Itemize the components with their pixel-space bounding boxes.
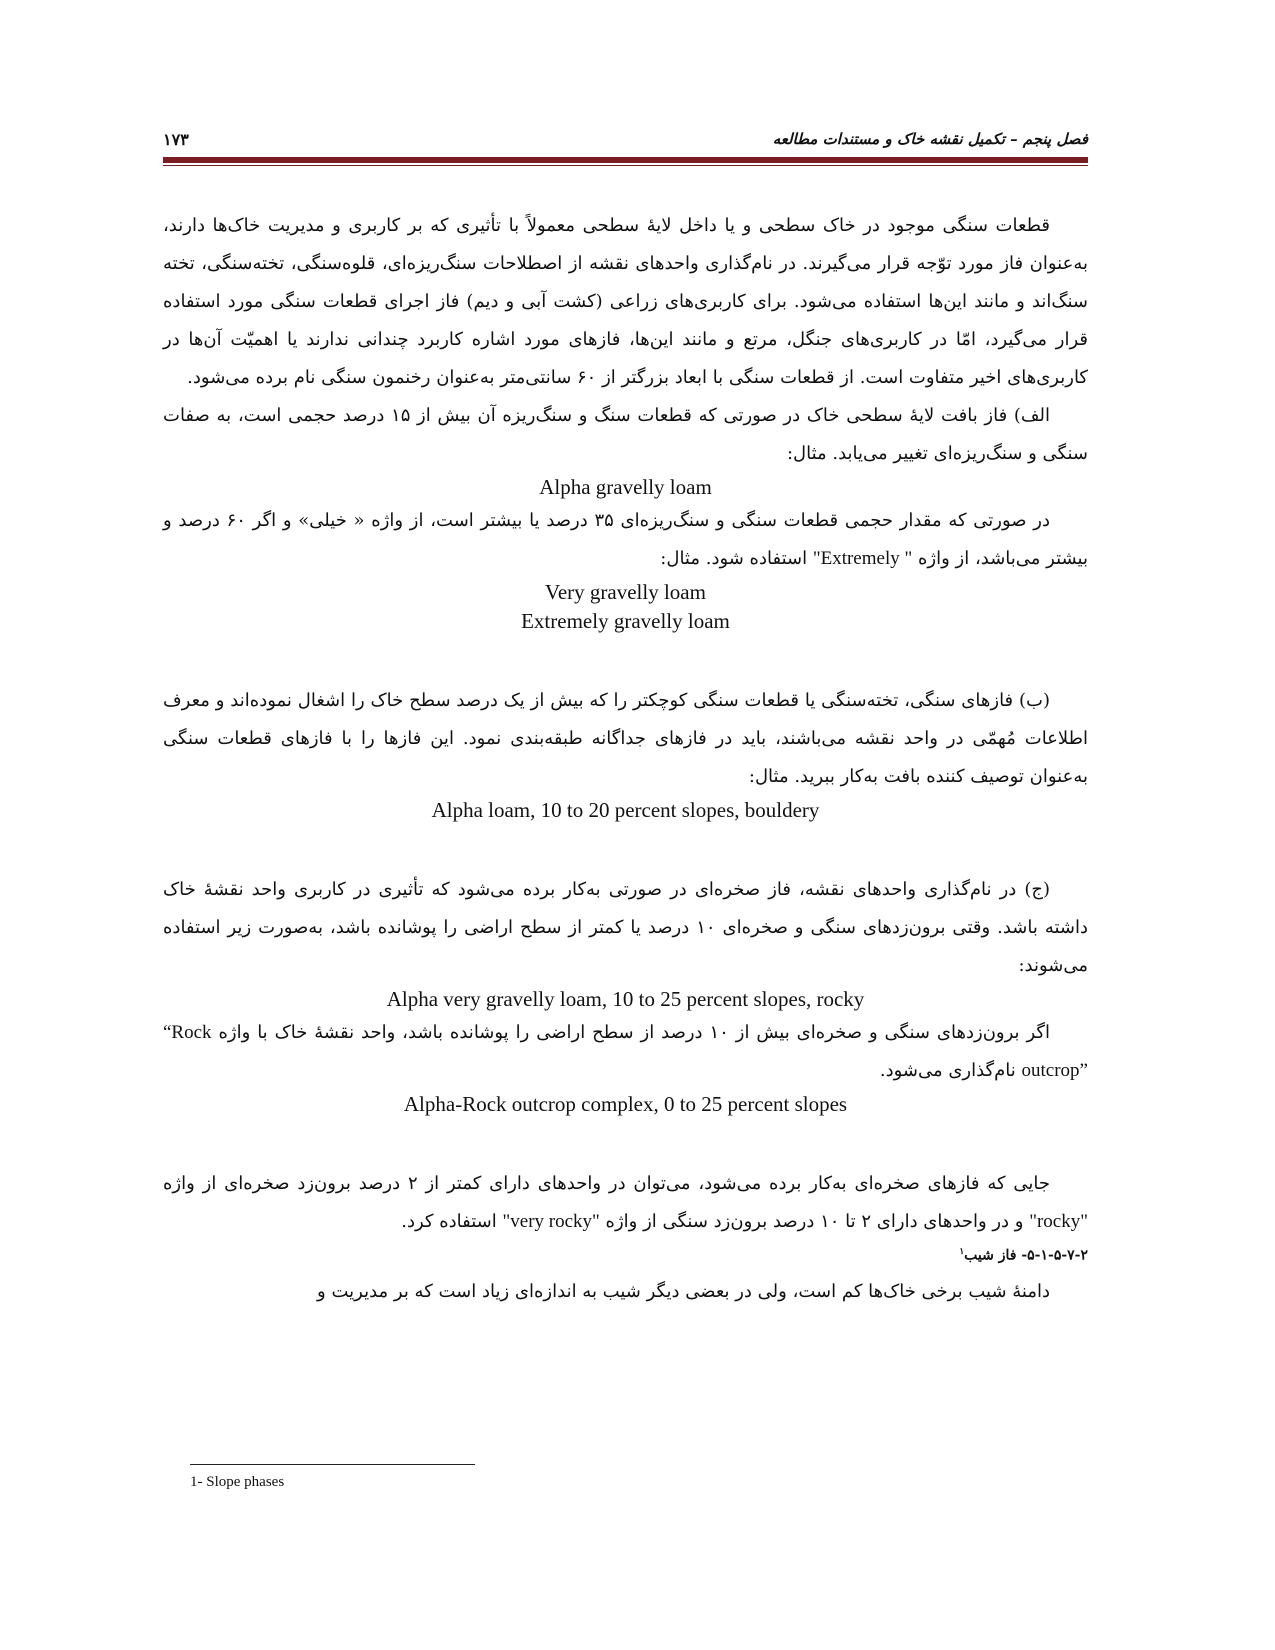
paragraph-rock-outcrop (163, 1014, 1088, 1090)
example-gravelly-loam: Alpha gravelly loam (539, 475, 712, 499)
example-bouldery: Alpha loam, 10 to 20 percent slopes, bouldery (431, 798, 820, 822)
footnote: 1- Slope phases (190, 1474, 285, 1490)
header-rule-thick (163, 157, 1088, 163)
paragraph-jim: (ج) در نام‌گذاری واحدهای نقشه، فاز صخره‌ای در صورتی به‌کار برده می‌شود که تأثیری در کاربری واحد نقشۀ خاک داشته باشد. وقتی برون‌زدهای سنگی و صخره‌ای ۱۰ درصد یا کمتر از سطح اراضی را پوشانده باشد، به‌صورت زیر استفاده می‌شوند: (163, 879, 1088, 976)
term-rocky: "rocky" (1029, 1211, 1088, 1232)
section-heading-text: ۵-۱-۵-۷-۲- فاز شیب (964, 1247, 1088, 1264)
paragraph-extremely-part1: در صورتی که مقدار حجمی قطعات سنگی و سنگ‌ریزه‌ای ۳۵ درصد یا بیشتر است، از واژه « خیلی» و اگر ۶۰ درصد و بیشتر می‌باشد، از واژه (163, 510, 1088, 569)
paragraph-rock-outcrop-part2: نام‌گذاری می‌شود. (879, 1060, 1016, 1081)
chapter-title: فصل پنجم – تکمیل نقشه خاک و مستندات مطالعه (772, 130, 1088, 148)
term-extremely: "Extremely " (812, 548, 913, 569)
term-very-rocky: "very rocky" (502, 1211, 600, 1232)
footnote-marker: ۱ (959, 1247, 965, 1257)
paragraph-rocky-terms-part2: و در واحدهای دارای ۲ تا ۱۰ درصد برون‌زد سنگی از واژه (605, 1211, 1024, 1232)
paragraph-be: (ب) فازهای سنگی، تخته‌سنگی یا قطعات سنگی کوچکتر را که بیش از یک درصد سطح خاک را اشغال نموده‌اند و معرف اطلاعات مُهمّی در واحد نقشه می‌باشند، باید در فازهای جداگانه طبقه‌بندی نمود. این فازها را با فازهای قطعات سنگی به‌عنوان توصیف کننده بافت به‌کار ببرید. مثال: (163, 690, 1088, 787)
spacer (163, 1119, 1088, 1165)
paragraph-alef: الف) فاز بافت لایۀ سطحی خاک در صورتی که قطعات سنگ و سنگ‌ریزه آن بیش از ۱۵ درصد حجمی است، به صفات سنگی و سنگ‌ریزه‌ای تغییر می‌یابد. مثال: (163, 405, 1088, 464)
running-header (163, 124, 1088, 154)
paragraph-extremely-part2: استفاده شود. مثال: (660, 548, 808, 569)
example-extremely-gravelly-loam: Extremely gravelly loam (521, 609, 730, 633)
paragraph-extremely (163, 502, 1088, 578)
paragraph-rock-outcrop-part1: اگر برون‌زدهای سنگی و صخره‌ای بیش از ۱۰ درصد از سطح اراضی را پوشانده باشد، واحد نقشۀ خاک با واژه (218, 1022, 1050, 1043)
paragraph-stone-fragments: قطعات سنگی موجود در خاک سطحی و یا داخل لایۀ سطحی معمولاً با تأثیری که بر کاربری و مدیریت خاک‌ها دارند، به‌عنوان فاز مورد توّجه قرار می‌گیرند. در نام‌گذاری واحدهای نقشه از اصطلاحات سنگ‌ریزه‌ای، قلوه‌سنگی، تخته‌سنگی، تخته سنگ‌اند و مانند این‌ها استفاده می‌شود. برای کاربری‌های زراعی (کشت آبی و دیم) فاز اجرای قطعات سنگی مورد استفاده قرار می‌گیرد، امّا در کاربری‌های جنگل، مرتع و مانند این‌ها، فازهای مورد اشاره کاربرد چندانی ندارند یا اهمیّت آن‌ها در کاربری‌های اخیر متفاوت است. از قطعات سنگی با ابعاد بزرگتر از ۶۰ سانتی‌متر به‌عنوان رخنمون سنگی نام برده می‌شود. (163, 215, 1088, 388)
example-very-gravelly-loam: Very gravelly loam (545, 580, 706, 604)
paragraph-slope: دامنۀ شیب برخی خاک‌ها کم است، ولی در بعضی دیگر شیب به اندازه‌ای زیاد است که بر مدیریت و (317, 1280, 1050, 1302)
paragraph-rocky-terms-part3: استفاده کرد. (401, 1211, 497, 1232)
body-text (163, 207, 1088, 1311)
paragraph-rocky-terms-part1: جایی که فازهای صخره‌ای به‌کار برده می‌شود، می‌توان در واحدهای دارای کمتر از ۲ درصد برون‌زد صخره‌ای از واژه (163, 1173, 1050, 1194)
page-number: ۱۷۳ (163, 129, 189, 149)
header-rule-thin (163, 165, 1088, 166)
spacer (163, 636, 1088, 682)
example-rocky: Alpha very gravelly loam, 10 to 25 percent slopes, rocky (386, 987, 865, 1011)
paragraph-rocky-terms (163, 1165, 1088, 1241)
term-rock-outcrop: “Rock outcrop” (163, 1022, 1088, 1081)
section-heading-slope-phase (163, 1241, 1088, 1267)
example-rock-outcrop-complex: Alpha-Rock outcrop complex, 0 to 25 percent slopes (403, 1092, 848, 1116)
spacer (163, 825, 1088, 871)
footnote-rule (190, 1464, 475, 1465)
